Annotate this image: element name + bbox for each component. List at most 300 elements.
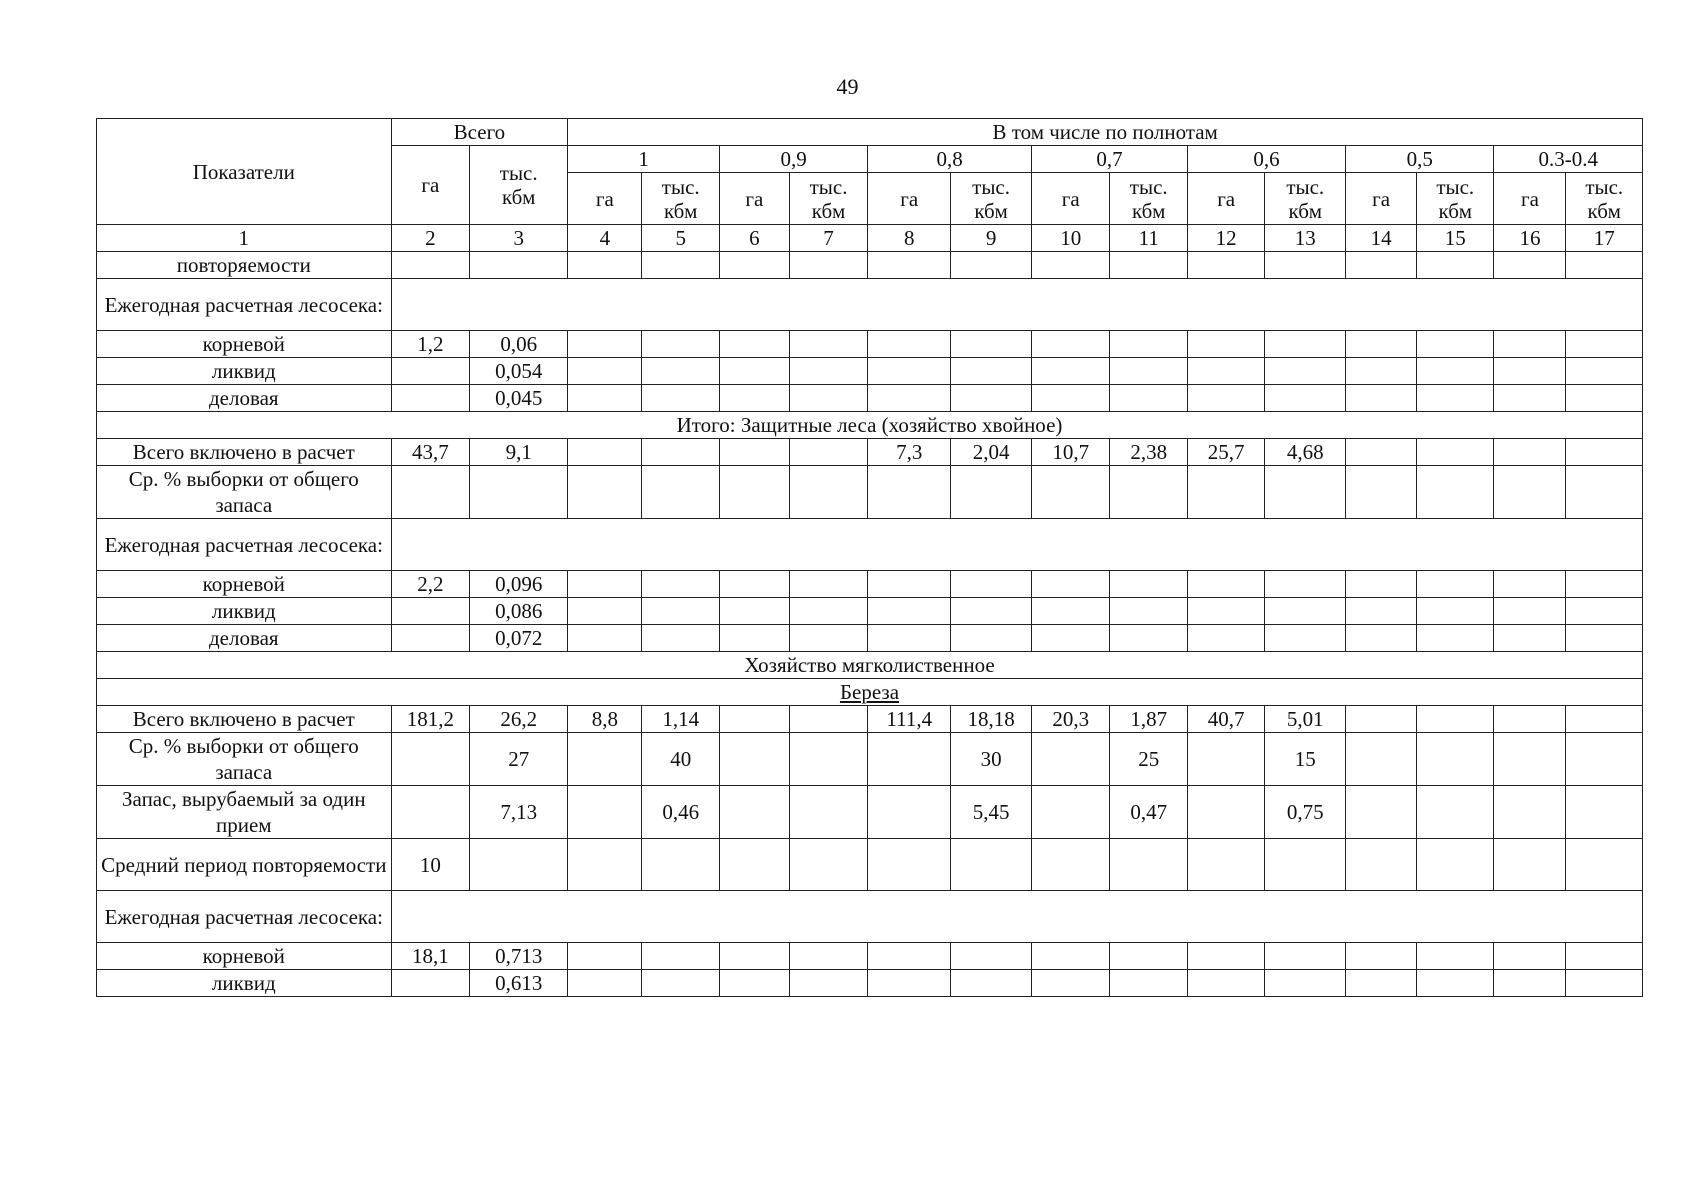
section-heading: Итого: Защитные леса (хозяйство хвойное) <box>97 412 1643 439</box>
table-cell <box>789 385 868 412</box>
table-cell <box>1417 839 1494 891</box>
table-cell <box>568 385 642 412</box>
table-cell <box>1346 625 1417 652</box>
table-cell <box>1346 252 1417 279</box>
table-cell <box>1187 358 1264 385</box>
column-number: 3 <box>470 225 568 252</box>
table-cell <box>1265 839 1346 891</box>
table-row <box>97 839 1643 891</box>
table-cell <box>568 571 642 598</box>
table-cell: 7,3 <box>868 439 951 466</box>
header-density-group: 1 <box>568 146 720 173</box>
header-total-ha: га <box>391 146 470 225</box>
table-cell <box>789 970 868 997</box>
table-row <box>97 571 1643 598</box>
table-cell <box>1031 625 1110 652</box>
header-total-cbm: тыс. кбм <box>470 146 568 225</box>
table-cell: 7,13 <box>470 786 568 839</box>
table-cell <box>951 385 1032 412</box>
table-cell <box>1265 970 1346 997</box>
table-cell <box>1187 839 1264 891</box>
table-cell <box>1417 385 1494 412</box>
table-cell <box>719 439 789 466</box>
table-cell <box>391 385 470 412</box>
table-cell <box>391 786 470 839</box>
header-density-group: 0,6 <box>1187 146 1345 173</box>
table-row <box>97 652 1643 679</box>
table-cell: 5,01 <box>1265 706 1346 733</box>
table-cell <box>1187 571 1264 598</box>
table-cell <box>951 252 1032 279</box>
table-cell <box>1031 571 1110 598</box>
row-label: Запас, вырубаемый за один прием <box>97 786 392 839</box>
table-cell <box>568 839 642 891</box>
table-cell <box>868 733 951 786</box>
table-cell <box>642 625 719 652</box>
table-cell <box>1110 943 1187 970</box>
table-row <box>97 970 1643 997</box>
table-cell <box>391 970 470 997</box>
table-cell <box>868 385 951 412</box>
table-cell <box>470 466 568 519</box>
table-cell <box>789 598 868 625</box>
table-cell <box>789 358 868 385</box>
table-cell <box>1110 625 1187 652</box>
table-cell: 0,613 <box>470 970 568 997</box>
table-cell <box>719 625 789 652</box>
table-cell <box>1265 571 1346 598</box>
table-cell <box>568 466 642 519</box>
table-cell <box>1566 943 1643 970</box>
table-cell <box>1494 786 1566 839</box>
table-cell: 0,045 <box>470 385 568 412</box>
table-cell <box>568 733 642 786</box>
table-cell <box>1566 625 1643 652</box>
table-cell <box>951 625 1032 652</box>
table-cell: 181,2 <box>391 706 470 733</box>
table-cell: 30 <box>951 733 1032 786</box>
table-cell <box>719 706 789 733</box>
table-cell <box>1110 466 1187 519</box>
row-label: ликвид <box>97 598 392 625</box>
row-label: Ср. % выборки от общего запаса <box>97 466 392 519</box>
column-number: 13 <box>1265 225 1346 252</box>
column-number: 2 <box>391 225 470 252</box>
header-density-group: 0,7 <box>1031 146 1187 173</box>
table-cell <box>1346 733 1417 786</box>
table-cell <box>1187 466 1264 519</box>
table-cell <box>1494 466 1566 519</box>
table-cell <box>1265 625 1346 652</box>
table-cell: 27 <box>470 733 568 786</box>
header-unit-cbm: тыс. кбм <box>642 173 719 225</box>
table-cell: 43,7 <box>391 439 470 466</box>
table-cell <box>1417 786 1494 839</box>
table-cell: 0,06 <box>470 331 568 358</box>
table-cell <box>868 839 951 891</box>
table-cell: 15 <box>1265 733 1346 786</box>
table-cell: 9,1 <box>470 439 568 466</box>
table-cell: 26,2 <box>470 706 568 733</box>
table-cell: 2,2 <box>391 571 470 598</box>
table-cell <box>391 466 470 519</box>
table-cell <box>568 598 642 625</box>
table-cell: 8,8 <box>568 706 642 733</box>
table-cell <box>391 598 470 625</box>
row-label: Средний период повторяемости <box>97 839 392 891</box>
table-cell <box>789 331 868 358</box>
table-cell <box>1566 598 1643 625</box>
table-cell <box>1110 571 1187 598</box>
table-cell: 10 <box>391 839 470 891</box>
empty-span-cell <box>391 891 1642 943</box>
table-cell <box>789 786 868 839</box>
table-cell <box>1187 252 1264 279</box>
header-unit-ha: га <box>568 173 642 225</box>
table-cell: 0,47 <box>1110 786 1187 839</box>
table-cell <box>642 439 719 466</box>
table-cell: 2,04 <box>951 439 1032 466</box>
header-unit-ha: га <box>1031 173 1110 225</box>
table-cell <box>1417 625 1494 652</box>
table-cell: 18,1 <box>391 943 470 970</box>
table-cell <box>1110 839 1187 891</box>
table-cell <box>1265 385 1346 412</box>
table-cell <box>789 839 868 891</box>
table-cell: 1,14 <box>642 706 719 733</box>
table-cell <box>1187 786 1264 839</box>
table-cell <box>568 625 642 652</box>
table-cell <box>1110 358 1187 385</box>
table-cell <box>1031 358 1110 385</box>
table-row <box>97 279 1643 331</box>
table-cell: 111,4 <box>868 706 951 733</box>
table-cell <box>1566 733 1643 786</box>
table-cell <box>568 331 642 358</box>
table-cell <box>868 970 951 997</box>
table-cell <box>1110 252 1187 279</box>
table-cell <box>1346 385 1417 412</box>
table-cell <box>951 598 1032 625</box>
table-cell <box>1346 786 1417 839</box>
table-cell <box>719 331 789 358</box>
table-cell: 20,3 <box>1031 706 1110 733</box>
table-cell <box>868 466 951 519</box>
table-cell <box>1566 839 1643 891</box>
row-label: Всего включено в расчет <box>97 439 392 466</box>
table-row <box>97 519 1643 571</box>
row-label: корневой <box>97 943 392 970</box>
table-cell <box>1566 358 1643 385</box>
table-cell <box>470 839 568 891</box>
table-cell <box>568 943 642 970</box>
table-cell <box>1346 331 1417 358</box>
table-cell: 0,086 <box>470 598 568 625</box>
table-row <box>97 358 1643 385</box>
header-unit-cbm: тыс. кбм <box>1265 173 1346 225</box>
table-cell <box>1031 786 1110 839</box>
column-number: 4 <box>568 225 642 252</box>
table-cell <box>1566 970 1643 997</box>
table-cell <box>1031 385 1110 412</box>
table-cell <box>1187 970 1264 997</box>
table-cell <box>789 943 868 970</box>
table-cell <box>951 466 1032 519</box>
table-cell <box>1494 252 1566 279</box>
table-cell <box>1187 733 1264 786</box>
table-cell <box>1417 943 1494 970</box>
table-cell <box>1265 466 1346 519</box>
table-cell <box>868 625 951 652</box>
table-cell <box>1417 331 1494 358</box>
table-cell <box>951 571 1032 598</box>
column-number: 9 <box>951 225 1032 252</box>
column-number: 17 <box>1566 225 1643 252</box>
table-cell <box>1110 385 1187 412</box>
table-cell <box>568 970 642 997</box>
table-cell: 0,096 <box>470 571 568 598</box>
table-cell <box>868 786 951 839</box>
header-unit-cbm: тыс. кбм <box>951 173 1032 225</box>
table-cell <box>1566 331 1643 358</box>
table-cell <box>1494 358 1566 385</box>
table-cell <box>1566 466 1643 519</box>
table-cell <box>719 733 789 786</box>
table-cell <box>1494 733 1566 786</box>
table-cell <box>1494 625 1566 652</box>
table-cell <box>1566 571 1643 598</box>
table-cell <box>1566 439 1643 466</box>
table-cell <box>1417 598 1494 625</box>
table-cell <box>568 786 642 839</box>
table-cell <box>951 331 1032 358</box>
row-label: ликвид <box>97 970 392 997</box>
table-row <box>97 598 1643 625</box>
column-number: 1 <box>97 225 392 252</box>
table-cell <box>789 466 868 519</box>
table-cell: 5,45 <box>951 786 1032 839</box>
empty-span-cell <box>391 519 1642 571</box>
table-cell <box>642 331 719 358</box>
empty-span-cell <box>391 279 1642 331</box>
table-cell <box>1346 466 1417 519</box>
table-cell <box>642 970 719 997</box>
table-cell <box>1417 733 1494 786</box>
column-number: 11 <box>1110 225 1187 252</box>
table-cell <box>391 733 470 786</box>
column-number: 12 <box>1187 225 1264 252</box>
table-cell <box>1187 943 1264 970</box>
table-cell <box>1346 571 1417 598</box>
table-row <box>97 891 1643 943</box>
column-number: 5 <box>642 225 719 252</box>
table-cell: 25 <box>1110 733 1187 786</box>
table-cell <box>642 358 719 385</box>
table-cell <box>719 466 789 519</box>
table-cell <box>1494 706 1566 733</box>
table-row <box>97 385 1643 412</box>
column-number: 6 <box>719 225 789 252</box>
table-cell <box>1346 943 1417 970</box>
table-cell <box>391 625 470 652</box>
table-cell: 40 <box>642 733 719 786</box>
table-cell <box>1346 439 1417 466</box>
table-cell <box>1110 970 1187 997</box>
table-cell <box>868 252 951 279</box>
table-cell: 1,87 <box>1110 706 1187 733</box>
row-label: корневой <box>97 571 392 598</box>
table-cell <box>789 439 868 466</box>
table-cell <box>1417 358 1494 385</box>
table-cell <box>568 358 642 385</box>
table-row <box>97 706 1643 733</box>
table-cell <box>391 252 470 279</box>
page-number: 49 <box>836 74 859 99</box>
row-label: деловая <box>97 385 392 412</box>
table-cell <box>391 358 470 385</box>
table-cell <box>1417 970 1494 997</box>
table-cell <box>719 598 789 625</box>
table-cell <box>1031 733 1110 786</box>
header-density-group: 0.3-0.4 <box>1494 146 1643 173</box>
table-cell <box>1494 598 1566 625</box>
table-row <box>97 679 1643 706</box>
table-cell <box>951 839 1032 891</box>
table-cell <box>1265 331 1346 358</box>
table-cell <box>1346 839 1417 891</box>
table-cell: 0,054 <box>470 358 568 385</box>
table-cell <box>1110 598 1187 625</box>
header-unit-ha: га <box>1346 173 1417 225</box>
table-cell <box>1031 331 1110 358</box>
row-label: корневой <box>97 331 392 358</box>
table-cell <box>951 970 1032 997</box>
table-cell <box>568 252 642 279</box>
table-cell: 4,68 <box>1265 439 1346 466</box>
table-cell <box>1417 252 1494 279</box>
header-unit-ha: га <box>1187 173 1264 225</box>
column-number: 16 <box>1494 225 1566 252</box>
table-cell: 0,46 <box>642 786 719 839</box>
header-indicators: Показатели <box>97 119 392 225</box>
table-cell <box>1187 331 1264 358</box>
header-density-group: 0,5 <box>1346 146 1494 173</box>
table-cell: 40,7 <box>1187 706 1264 733</box>
table-cell <box>868 598 951 625</box>
row-label: Ср. % выборки от общего запаса <box>97 733 392 786</box>
table-cell <box>1031 598 1110 625</box>
table-row <box>97 733 1643 786</box>
header-total: Всего <box>391 119 568 146</box>
table-row <box>97 786 1643 839</box>
table-cell <box>1031 839 1110 891</box>
header-density-group: 0,9 <box>719 146 867 173</box>
table-cell: 10,7 <box>1031 439 1110 466</box>
table-cell <box>719 571 789 598</box>
table-cell <box>642 598 719 625</box>
table-cell <box>868 943 951 970</box>
table-cell <box>1187 625 1264 652</box>
table-cell <box>642 466 719 519</box>
table-cell <box>789 733 868 786</box>
table-row <box>97 252 1643 279</box>
header-unit-cbm: тыс. кбм <box>789 173 868 225</box>
table-cell <box>719 385 789 412</box>
table-cell: 2,38 <box>1110 439 1187 466</box>
table-cell <box>1346 358 1417 385</box>
table-cell <box>1110 331 1187 358</box>
header-unit-cbm: тыс. кбм <box>1417 173 1494 225</box>
table-cell <box>1566 252 1643 279</box>
row-label: Ежегодная расчетная лесосека: <box>97 279 392 331</box>
table-cell <box>470 252 568 279</box>
table-cell <box>868 358 951 385</box>
column-number: 8 <box>868 225 951 252</box>
column-number: 15 <box>1417 225 1494 252</box>
table-cell <box>1187 385 1264 412</box>
table-cell <box>1494 839 1566 891</box>
row-label: повторяемости <box>97 252 392 279</box>
table-cell <box>1031 466 1110 519</box>
column-number: 7 <box>789 225 868 252</box>
table-row <box>97 943 1643 970</box>
table-cell <box>789 571 868 598</box>
table-cell <box>789 252 868 279</box>
table-cell <box>1417 466 1494 519</box>
table-cell <box>868 571 951 598</box>
table-cell <box>1494 385 1566 412</box>
row-label: деловая <box>97 625 392 652</box>
table-cell <box>568 439 642 466</box>
table-row <box>97 439 1643 466</box>
header-unit-cbm: тыс. кбм <box>1566 173 1643 225</box>
table-cell <box>1494 439 1566 466</box>
table-cell <box>642 943 719 970</box>
table-cell <box>1346 970 1417 997</box>
table-cell <box>951 358 1032 385</box>
table-cell <box>789 625 868 652</box>
table-cell <box>1265 943 1346 970</box>
forest-indicators-table <box>96 118 1643 997</box>
table-cell <box>642 839 719 891</box>
header-unit-ha: га <box>868 173 951 225</box>
table-cell: 1,2 <box>391 331 470 358</box>
table-cell: 0,75 <box>1265 786 1346 839</box>
row-label: Ежегодная расчетная лесосека: <box>97 519 392 571</box>
table-cell <box>719 358 789 385</box>
header-unit-ha: га <box>1494 173 1566 225</box>
table-cell <box>1566 786 1643 839</box>
section-heading: Береза <box>97 679 1643 706</box>
section-heading: Хозяйство мягколиственное <box>97 652 1643 679</box>
table-cell <box>1265 598 1346 625</box>
table-cell <box>719 970 789 997</box>
table-cell <box>1417 706 1494 733</box>
row-label: Ежегодная расчетная лесосека: <box>97 891 392 943</box>
table-cell <box>1566 385 1643 412</box>
table-cell <box>1265 252 1346 279</box>
table-cell: 18,18 <box>951 706 1032 733</box>
table-cell: 0,713 <box>470 943 568 970</box>
table-cell <box>951 943 1032 970</box>
table-cell <box>719 786 789 839</box>
table-cell <box>1031 970 1110 997</box>
table-row <box>97 625 1643 652</box>
table-row <box>97 466 1643 519</box>
row-label: ликвид <box>97 358 392 385</box>
table-cell <box>1187 598 1264 625</box>
table-cell <box>868 331 951 358</box>
